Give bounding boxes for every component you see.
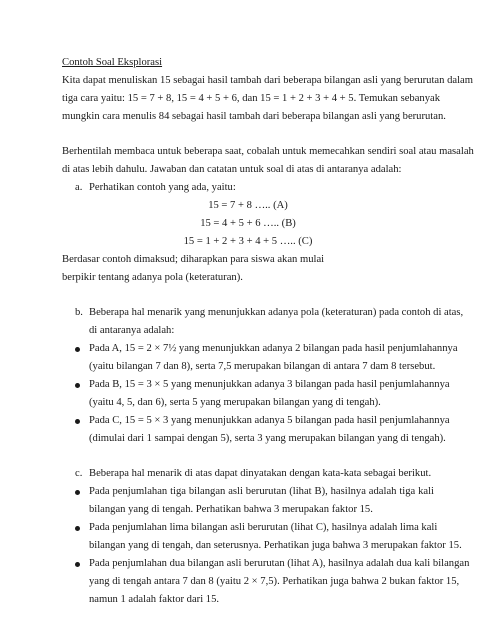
instruction-line: di atas lebih dahulu. Jawaban dan catatan untuk soal di atas di antaranya adalah: xyxy=(62,164,402,175)
item-a-after-line: berpikir tentang adanya pola (keteraturan). xyxy=(62,272,243,283)
item-b-bullet-3: (dimulai dari 1 sampai dengan 5), serta 3 yang merupakan bilangan yang di tengah). xyxy=(89,433,446,444)
item-b-marker: b. xyxy=(75,307,83,318)
intro-line: Kita dapat menuliskan 15 sebagai hasil tambah dari beberapa bilangan asli yang berurutan dalam xyxy=(62,75,473,86)
item-c-bullet-3: yang di tengah antara 7 dan 8 (yaitu 2 × 7,5). Perhatikan juga bahwa 2 bukan faktor 15, xyxy=(89,576,460,587)
item-b-bullet-3: Pada C, 15 = 5 × 3 yang menunjukkan adanya 5 bilangan pada hasil penjumlahannya xyxy=(89,415,450,426)
item-b-bullet-2: (yaitu 4, 5, dan 6), serta 5 yang merupakan bilangan yang di tengah). xyxy=(89,397,381,408)
section-title: Contoh Soal Eksplorasi xyxy=(62,57,163,68)
item-c-bullet-2: Pada penjumlahan lima bilangan asli berurutan (lihat C), hasilnya adalah lima kali xyxy=(89,522,438,533)
intro-line: mungkin cara menulis 84 sebagai hasil tambah dari beberapa bilangan asli yang berurutan. xyxy=(62,111,446,122)
item-a-marker: a. xyxy=(75,182,83,193)
bullet-icon xyxy=(75,490,80,495)
item-c-bullet-3: namun 1 adalah faktor dari 15. xyxy=(89,594,220,605)
item-b-text: di antaranya adalah: xyxy=(89,325,175,336)
item-c-bullet-1: bilangan yang di tengah. Perhatikan bahwa 3 merupakan faktor 15. xyxy=(89,504,373,515)
item-b-bullet-2: Pada B, 15 = 3 × 5 yang menunjukkan adanya 3 bilangan pada hasil penjumlahannya xyxy=(89,379,450,390)
bullet-icon xyxy=(75,383,80,388)
bullet-icon xyxy=(75,347,80,352)
item-c-bullet-3: Pada penjumlahan dua bilangan asli berurutan (lihat A), hasilnya adalah dua kali bilangan xyxy=(89,558,470,569)
item-a-after-line: Berdasar contoh dimaksud; diharapkan para siswa akan mulai xyxy=(62,254,325,265)
equation-a: 15 = 7 + 8 ….. (A) xyxy=(208,200,288,211)
item-c-bullet-2: bilangan yang di tengah, dan seterusnya. Perhatikan juga bahwa 3 merupakan faktor 15. xyxy=(89,540,462,551)
item-b-bullet-1: Pada A, 15 = 2 × 7½ yang menunjukkan adanya 2 bilangan pada hasil penjumlahannya xyxy=(89,343,458,354)
item-c-marker: c. xyxy=(75,468,83,479)
item-c-bullet-1: Pada penjumlahan tiga bilangan asli berurutan (lihat B), hasilnya adalah tiga kali xyxy=(89,486,434,497)
item-b-text: Beberapa hal menarik yang menunjukkan adanya pola (keteraturan) pada contoh di atas, xyxy=(89,307,464,318)
intro-line: tiga cara yaitu: 15 = 7 + 8, 15 = 4 + 5 + 6, dan 15 = 1 + 2 + 3 + 4 + 5. Temukan sebanyak xyxy=(62,93,441,104)
instruction-line: Berhentilah membaca untuk beberapa saat, cobalah untuk memecahkan sendiri soal atau masalah xyxy=(62,146,474,157)
item-c-text: Beberapa hal menarik di atas dapat dinyatakan dengan kata-kata sebagai berikut. xyxy=(89,468,432,479)
item-a-text: Perhatikan contoh yang ada, yaitu: xyxy=(89,182,236,193)
bullet-icon xyxy=(75,419,80,424)
bullet-icon xyxy=(75,526,80,531)
bullet-icon xyxy=(75,562,80,567)
equation-b: 15 = 4 + 5 + 6 ….. (B) xyxy=(200,218,296,229)
equation-c: 15 = 1 + 2 + 3 + 4 + 5 ….. (C) xyxy=(183,236,313,247)
item-b-bullet-1: (yaitu bilangan 7 dan 8), serta 7,5 merupakan bilangan di antara 7 dam 8 tersebut. xyxy=(89,361,436,372)
